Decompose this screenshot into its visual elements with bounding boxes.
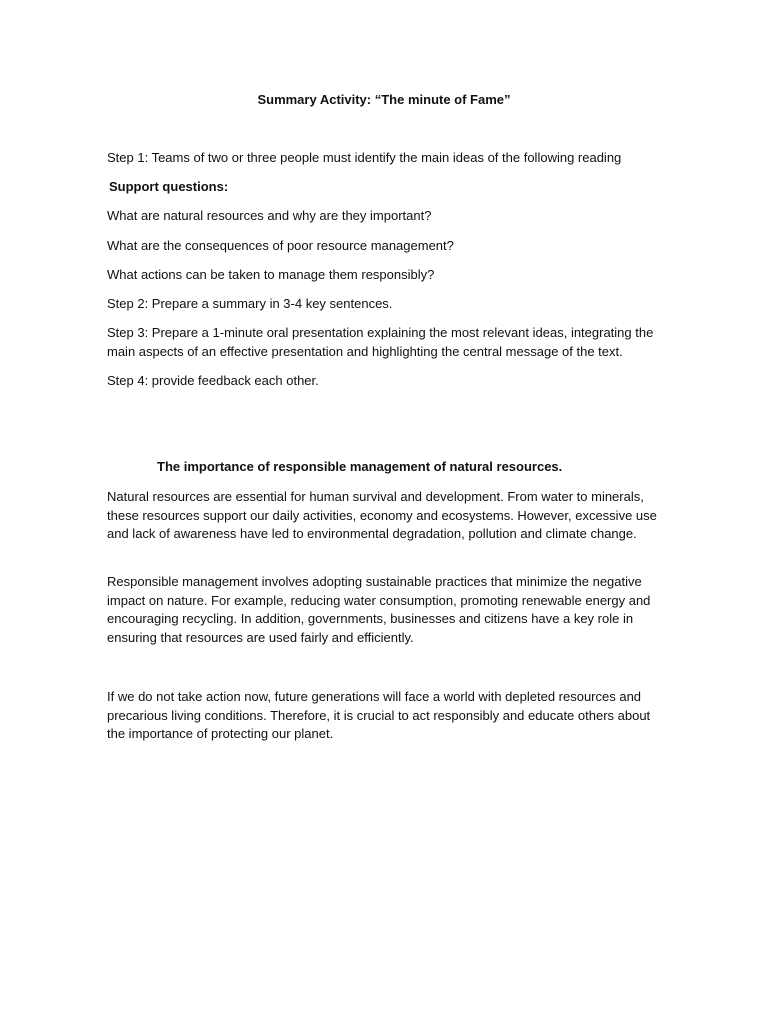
step-3: Step 3: Prepare a 1-minute oral presentation explaining the most relevant ideas, integrating the main aspects of an effective presentation and highlighting the central message of the text.	[107, 325, 654, 359]
reading-paragraph-1: Natural resources are essential for human survival and development. From water to minerals, these resources support our daily activities, economy and ecosystems. However, excessive use and lack of awareness have led to environmental degradation, pollution and climate change.	[107, 489, 657, 542]
step-2: Step 2: Prepare a summary in 3-4 key sentences.	[107, 296, 393, 311]
support-question-1: What are natural resources and why are they important?	[107, 208, 432, 223]
reading-paragraph-2: Responsible management involves adopting sustainable practices that minimize the negative impact on nature. For example, reducing water consumption, promoting renewable energy and encouraging recycling. In addition, governments, businesses and citizens have a key role in ensuring that resources are used fairly and efficiently.	[107, 574, 651, 645]
support-question-2: What are the consequences of poor resource management?	[107, 238, 454, 253]
reading-paragraph-3: If we do not take action now, future generations will face a world with depleted resources and precarious living conditions. Therefore, it is crucial to act responsibly and educate others about the importance of protecting our planet.	[107, 689, 651, 742]
reading-title: The importance of responsible management of natural resources.	[157, 459, 563, 474]
step-1: Step 1: Teams of two or three people must identify the main ideas of the following reading	[107, 150, 622, 165]
activity-title: Summary Activity: “The minute of Fame”	[257, 92, 511, 107]
support-questions-heading: Support questions:	[109, 179, 229, 194]
support-question-3: What actions can be taken to manage them responsibly?	[107, 267, 435, 282]
step-4: Step 4: provide feedback each other.	[107, 373, 319, 388]
